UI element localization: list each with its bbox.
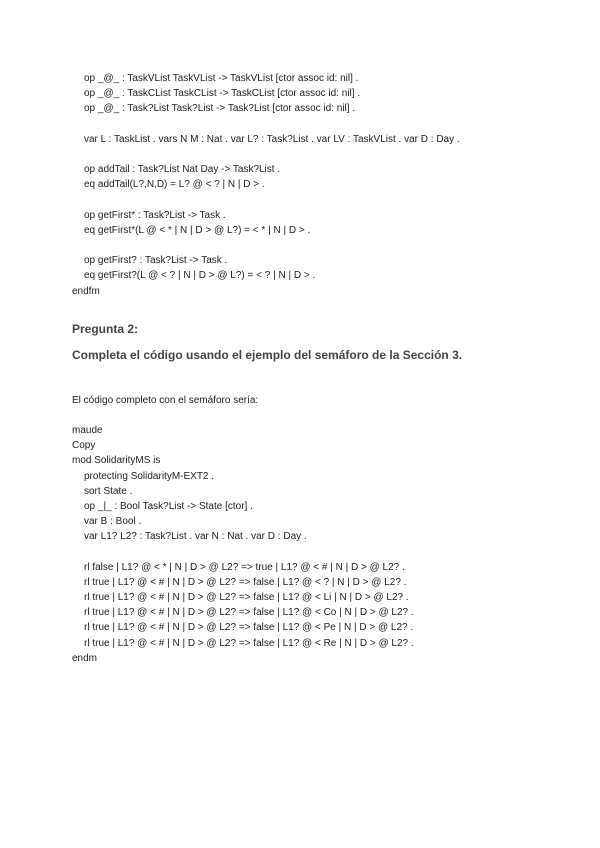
code-line: rl true | L1? @ < # | N | D > @ L2? => false | L1? @ < Li | N | D > @ L2? . xyxy=(84,592,409,604)
code-line: rl true | L1? @ < # | N | D > @ L2? => false | L1? @ < Pe | N | D > @ L2? . xyxy=(84,622,414,634)
code-line: endm xyxy=(72,652,98,664)
code-line: op getFirst* : Task?List -> Task . xyxy=(84,209,226,221)
code-line: sort State . xyxy=(84,485,133,497)
code-line: protecting SolidarityM-EXT2 . xyxy=(84,470,215,482)
code-line xyxy=(72,193,582,208)
question-title: Pregunta 2: xyxy=(72,322,139,336)
code-line: var L1? L2? : Task?List . var N : Nat . var D : Day . xyxy=(84,531,307,543)
code-line xyxy=(72,147,582,162)
code-line xyxy=(72,545,582,560)
code-line: op _|_ : Bool Task?List -> State [ctor] . xyxy=(84,500,253,512)
code-line: rl false | L1? @ < * | N | D > @ L2? => true | L1? @ < # | N | D > @ L2? . xyxy=(84,561,405,573)
code-line: maude xyxy=(72,425,103,436)
code-line: eq getFirst*(L @ < * | N | D > @ L?) = < * | N | D > . xyxy=(84,224,311,236)
code-line: mod SolidarityMS is xyxy=(72,455,161,467)
code-line: op addTail : Task?List Nat Day -> Task?List . xyxy=(84,164,281,176)
code-block-system-module xyxy=(72,423,582,666)
code-line xyxy=(72,117,582,132)
code-line: endfm xyxy=(72,285,100,297)
code-line: op getFirst? : Task?List -> Task . xyxy=(84,255,228,267)
code-line: var B : Bool . xyxy=(84,516,142,528)
code-line: Copy xyxy=(72,440,96,452)
code-line: op _@_ : Task?List Task?List -> Task?List [ctor assoc id: nil] . xyxy=(84,103,356,115)
intro-paragraph: El código completo con el semáforo sería: xyxy=(72,395,259,406)
code-line: op _@_ : TaskCList TaskCList -> TaskCList [ctor assoc id: nil] . xyxy=(84,88,361,100)
code-line: rl true | L1? @ < # | N | D > @ L2? => false | L1? @ < ? | N | D > @ L2? . xyxy=(84,576,407,588)
code-line: op _@_ : TaskVList TaskVList -> TaskVList [ctor assoc id: nil] . xyxy=(84,73,359,84)
code-line: rl true | L1? @ < # | N | D > @ L2? => false | L1? @ < Co | N | D > @ L2? . xyxy=(84,607,414,619)
code-line: eq addTail(L?,N,D) = L? @ < ? | N | D > . xyxy=(84,179,265,191)
code-line: rl true | L1? @ < # | N | D > @ L2? => false | L1? @ < Re | N | D > @ L2? . xyxy=(84,637,414,649)
code-line xyxy=(72,238,582,253)
code-block-functional-module xyxy=(72,71,582,299)
question-description: Completa el código usando el ejemplo del semáforo de la Sección 3. xyxy=(72,348,463,362)
code-line: var L : TaskList . vars N M : Nat . var L? : Task?List . var LV : TaskVList . var D : Day . xyxy=(84,133,460,145)
code-line: eq getFirst?(L @ < ? | N | D > @ L?) = < ? | N | D > . xyxy=(84,270,316,282)
